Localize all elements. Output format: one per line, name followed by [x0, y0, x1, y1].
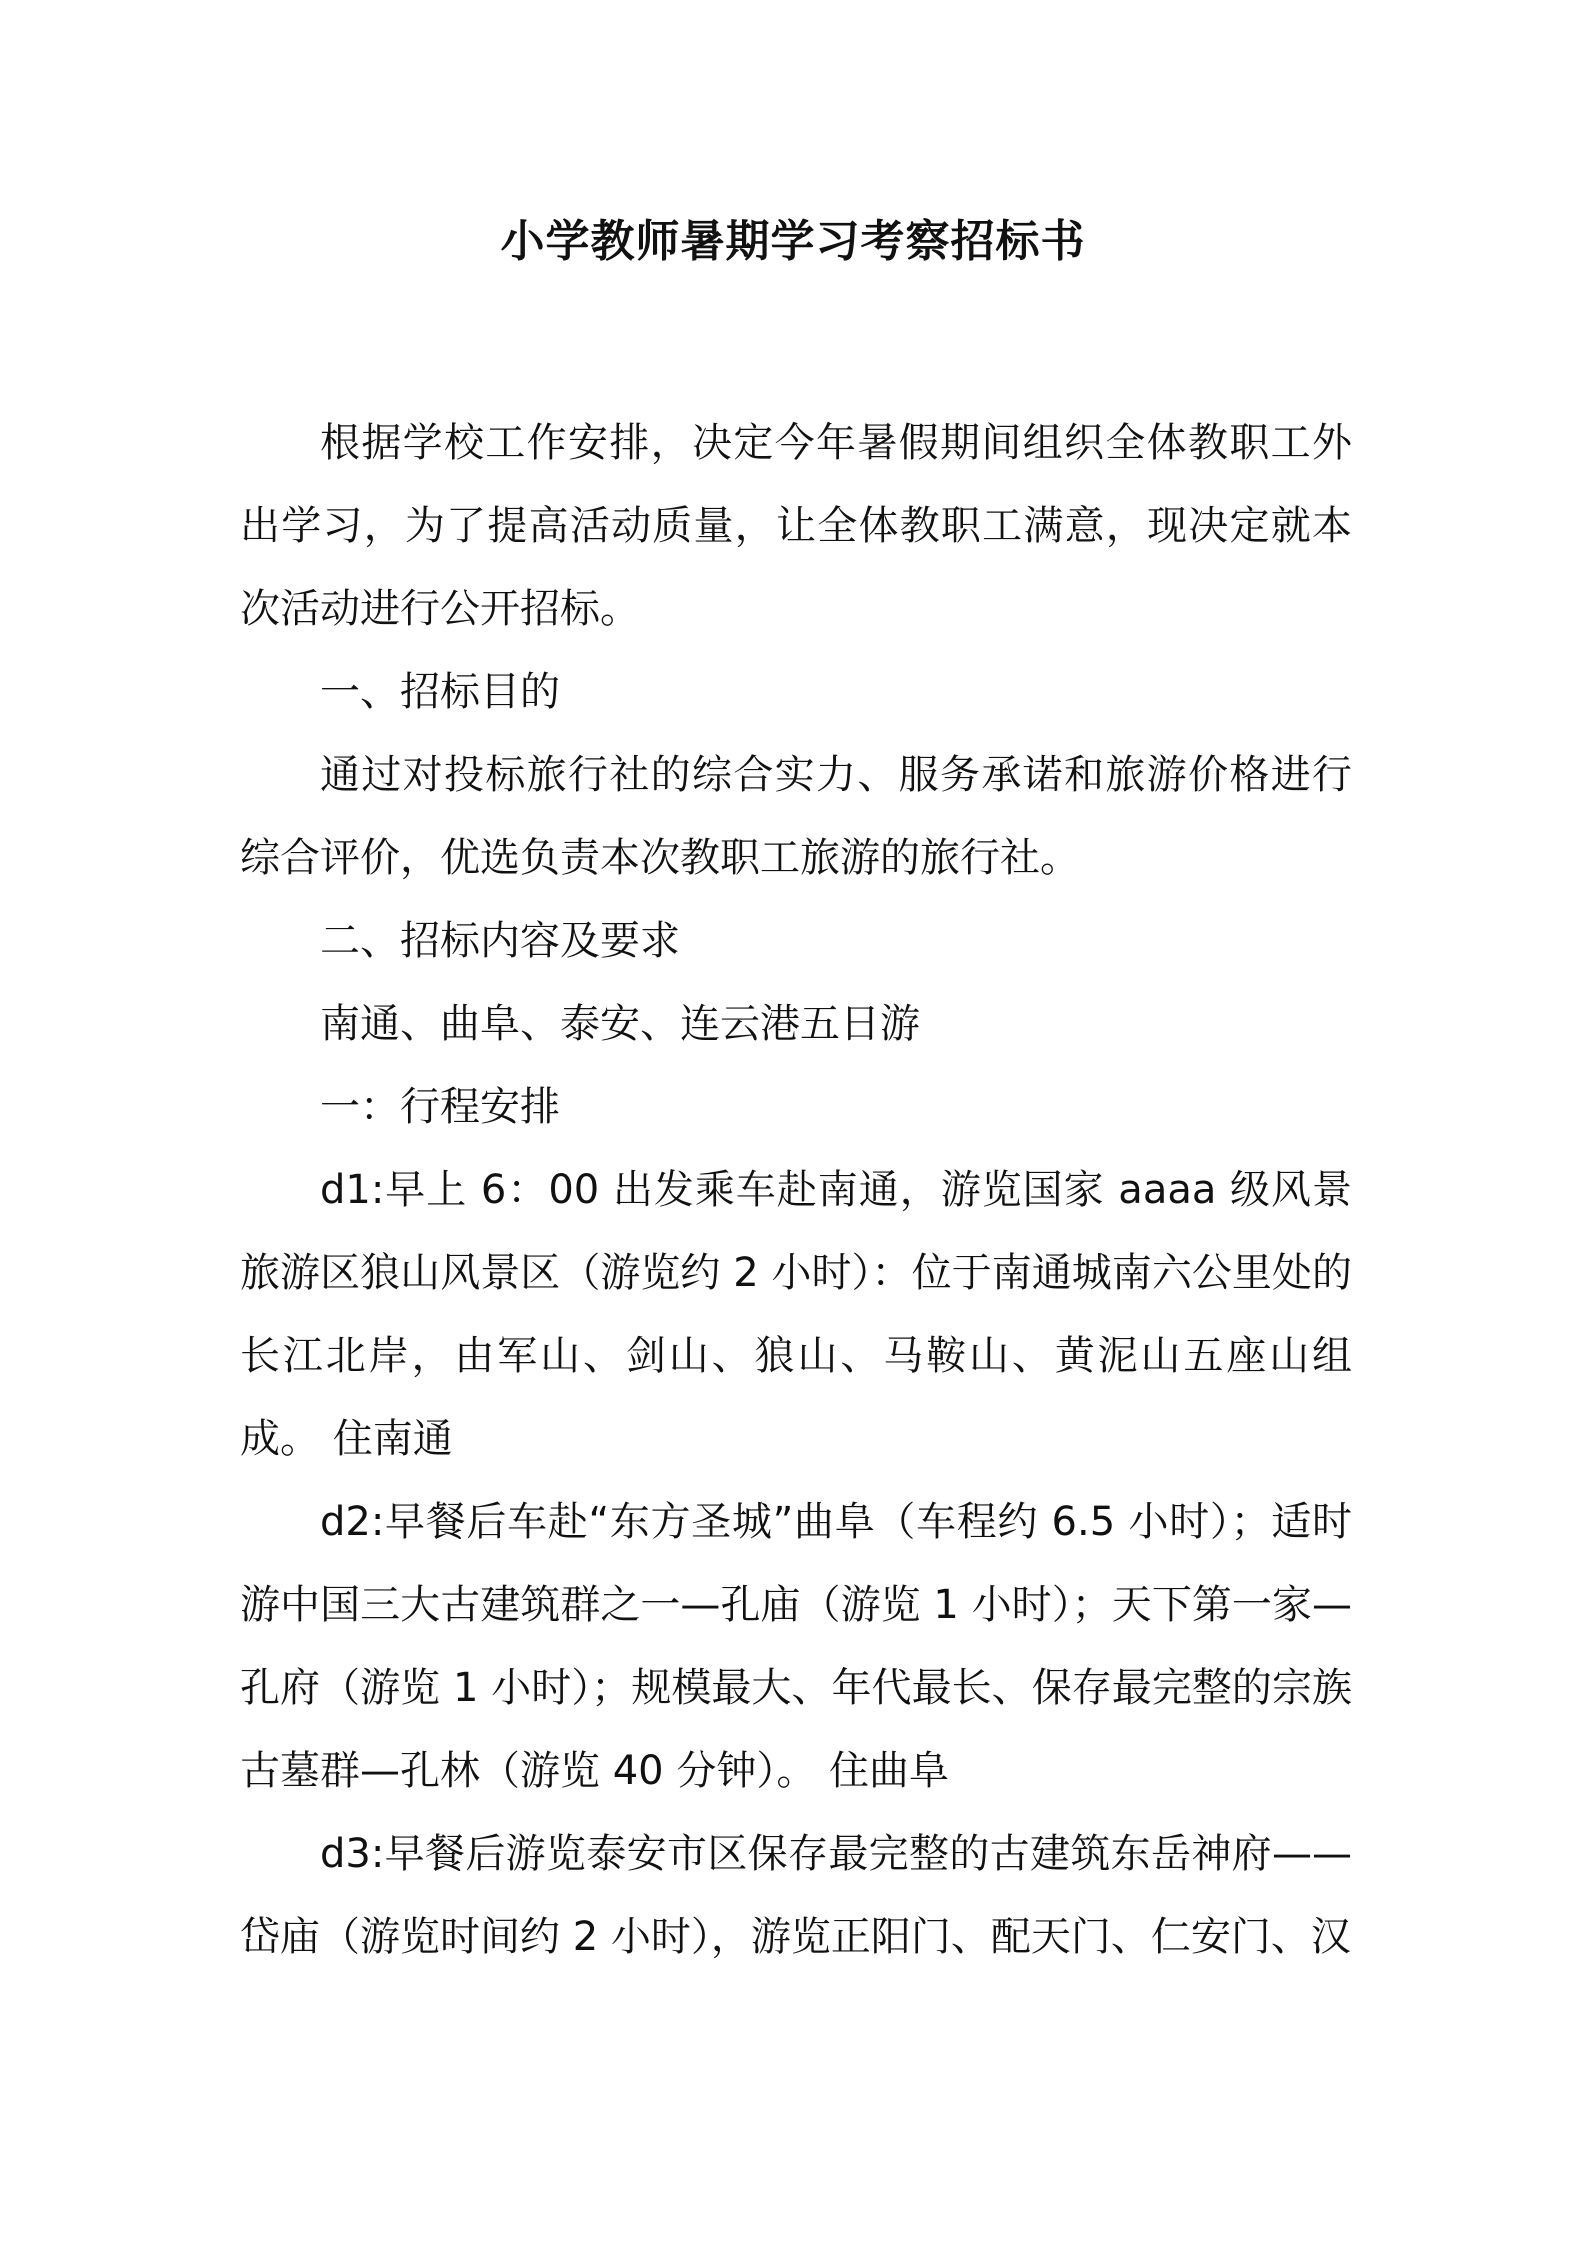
intro-paragraph: 根据学校工作安排，决定今年暑假期间组织全体教职工外出学习，为了提高活动质量，让全体教职工满意，现决定就本次活动进行公开招标。	[240, 420, 1352, 632]
section-heading-purpose: 一、招标目的	[320, 669, 560, 715]
section-heading-content: 二、招标内容及要求	[320, 918, 680, 964]
itinerary-heading: 一：行程安排	[320, 1084, 560, 1130]
document-title: 小学教师暑期学习考察招标书	[500, 216, 1086, 267]
purpose-paragraph: 通过对投标旅行社的综合实力、服务承诺和旅游价格进行综合评价，优选负责本次教职工旅游的旅行社。	[240, 752, 1352, 881]
itinerary-day-2: d2:早餐后车赴“东方圣城”曲阜（车程约 6.5 小时）；适时游中国三大古建筑群之一—孔庙（游览 1 小时）；天下第一家—孔府（游览 1 小时）；规模最大、年代最长、保存最完整的宗族古墓群—孔林（游览 40 分钟）。 住曲阜	[240, 1499, 1352, 1794]
itinerary-day-3: d3:早餐后游览泰安市区保存最完整的古建筑东岳神府——岱庙（游览时间约 2 小时），游览正阳门、配天门、仁安门、汉	[240, 1831, 1352, 1960]
itinerary-day-1: d1:早上 6：00 出发乘车赴南通，游览国家 aaaa 级风景旅游区狼山风景区（游览约 2 小时）：位于南通城南六公里处的长江北岸，由军山、剑山、狼山、马鞍山、黄泥山五座山组成。 住南通	[240, 1167, 1352, 1462]
document-body	[240, 402, 1352, 1979]
route-line: 南通、曲阜、泰安、连云港五日游	[320, 1001, 920, 1047]
